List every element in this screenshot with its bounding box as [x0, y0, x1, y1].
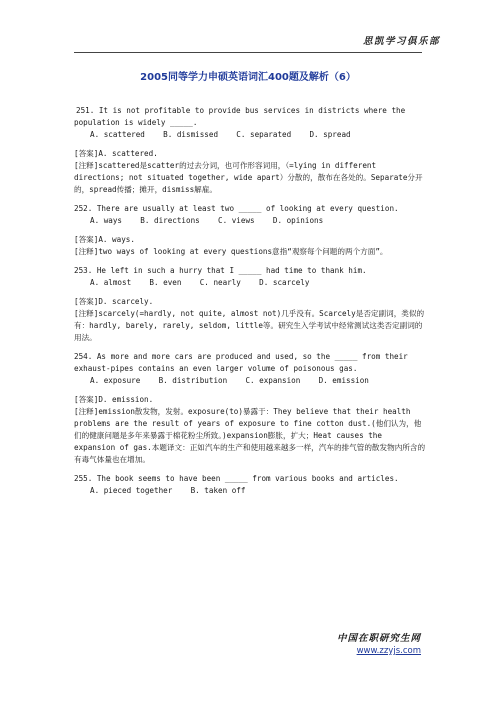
options-251: A. scattered B. dismissed C. separated D. spread — [90, 130, 351, 139]
content-body — [74, 105, 426, 497]
note-251: [注释]scattered是scatter的过去分词，也可作形容词用，（=lying in different directions; not situated together, wide apart）分散的，散布在各处的。Separate分开的，spread传播；摊开，dismiss解雇。 — [74, 161, 423, 194]
answer-252: [答案]A. ways. — [74, 235, 135, 244]
header-divider — [74, 52, 422, 53]
footer-url-link[interactable]: www.zzyjs.com — [356, 646, 421, 656]
options-254: A. exposure B. distribution C. expansion D. emission — [90, 376, 369, 385]
note-253: [注释]scarcely(=hardly, not quite, almost not)几乎没有。Scarcely是否定副词，类似的有：hardly, barely, rarely, seldom, little等。研究生入学考试中经常测试这类否定副词的用法。 — [74, 309, 425, 342]
options-253: A. almost B. even C. nearly D. scarcely — [90, 278, 310, 287]
header-brand: 思凯学习俱乐部 — [362, 36, 440, 47]
question-255: 255. The book seems to have been _____ from various books and articles. — [74, 474, 399, 483]
answer-251: [答案]A. scattered. — [74, 149, 158, 158]
note-254: [注释]emission散发物，发射。exposure(to)暴露于：They believe that their health problems are the result of years of exposure to fine cotton dust.(他们认为，他们的健康问题是多年来暴露于棉花粉尘所致。)expansion膨胀，扩大；Heat causes the expansion of gas.本题译文：正如汽车的生产和使用越来越多一样，汽车的排气管的散发物内所含的有毒气体量也在增加。 — [74, 407, 426, 464]
options-255: A. pieced together B. taken off — [90, 486, 246, 495]
answer-253: [答案]D. scarcely. — [74, 297, 154, 306]
page-title: 2005同等学力申硕英语词汇400题及解析（6） — [140, 72, 356, 83]
options-252: A. ways B. directions C. views D. opinions — [90, 216, 324, 225]
question-254: 254. As more and more cars are produced and used, so the _____ from their exhaust-pipes contains an even larger volume of poisonous gas. — [74, 352, 408, 373]
answer-254: [答案]D. emission. — [74, 395, 154, 404]
question-253: 253. He left in such a hurry that I _____ had time to thank him. — [74, 266, 367, 275]
note-252: [注释]two ways of looking at every questions意指“观察每个问题的两个方面”。 — [74, 247, 388, 256]
footer-brand: 中国在职研究生网 — [336, 633, 421, 644]
question-251: 251. It is not profitable to provide bus services in districts where the population is widely _____. — [74, 106, 406, 127]
question-252: 252. There are usually at least two _____ of looking at every question. — [74, 204, 399, 213]
